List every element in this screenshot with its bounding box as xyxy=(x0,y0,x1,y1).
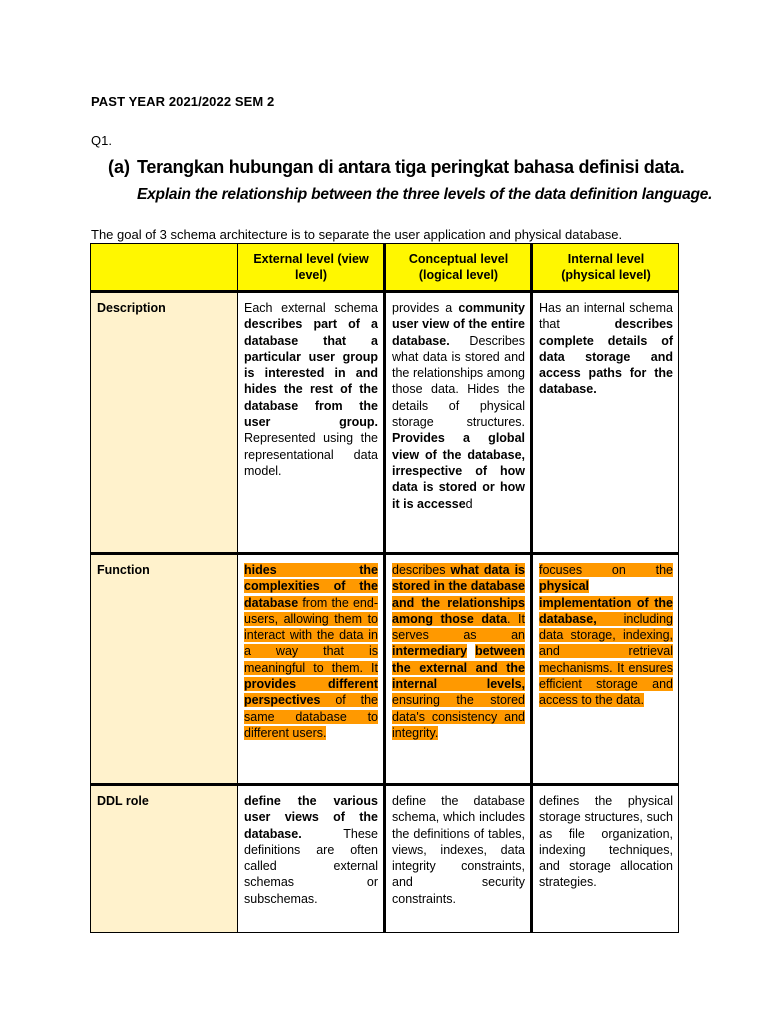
row-label-function: Function xyxy=(91,554,238,785)
cell-function-internal: focuses on the physical implementation of the database, including data storage, indexing, and retrieval mechanisms. It ensures efficient storage and access to the data. xyxy=(532,554,679,785)
page-heading: PAST YEAR 2021/2022 SEM 2 xyxy=(91,94,275,109)
question-number: Q1. xyxy=(91,133,112,148)
table-row-ddl-role xyxy=(91,785,679,933)
row-label-description: Description xyxy=(91,292,238,554)
header-internal-level: Internal level (physical level) xyxy=(532,244,679,292)
table-row-description xyxy=(91,292,679,554)
cell-ddl-internal: defines the physical storage structures, such as file organization, indexing techniques, and storage allocation strategies. xyxy=(532,785,679,933)
table-header-row xyxy=(91,244,679,292)
cell-ddl-conceptual: define the database schema, which includes the definitions of tables, views, indexes, data integrity constraints, and security constraints. xyxy=(385,785,532,933)
cell-function-conceptual: describes what data is stored in the database and the relationships among those data. It serves as an intermediary between the external and the internal levels, ensuring the stored data's consistency and integrity. xyxy=(385,554,532,785)
row-label-ddl-role: DDL role xyxy=(91,785,238,933)
cell-ddl-external: define the various user views of the database. These definitions are often called external schemas or subschemas. xyxy=(238,785,385,933)
table-row-function xyxy=(91,554,679,785)
cell-function-external: hides the complexities of the database from the end-users, allowing them to interact with the data in a way that is meaningful to them. It provides different perspectives of the same database to different users. xyxy=(238,554,385,785)
cell-description-internal: Has an internal schema that describes complete details of data storage and access paths for the database. xyxy=(532,292,679,554)
schema-levels-table xyxy=(90,243,679,933)
cell-description-external: Each external schema describes part of a database that a particular user group is interested in and hides the rest of the database from the user group. Represented using the representational data model. xyxy=(238,292,385,554)
header-external-level: External level (view level) xyxy=(238,244,385,292)
corner-cell xyxy=(91,244,238,292)
question-english: Explain the relationship between the three levels of the data definition language. xyxy=(137,186,713,203)
question-malay: Terangkan hubungan di antara tiga peringkat bahasa definisi data. xyxy=(137,157,685,177)
question-label: (a) xyxy=(108,157,130,177)
intro-text: The goal of 3 schema architecture is to separate the user application and physical database. xyxy=(91,227,623,242)
cell-description-conceptual: provides a community user view of the entire database. Describes what data is stored and the relationships among those data. Hides the details of physical storage structures. Provides a global view of the database, irrespective of how data is stored or how it is accessed xyxy=(385,292,532,554)
header-conceptual-level: Conceptual level (logical level) xyxy=(385,244,532,292)
